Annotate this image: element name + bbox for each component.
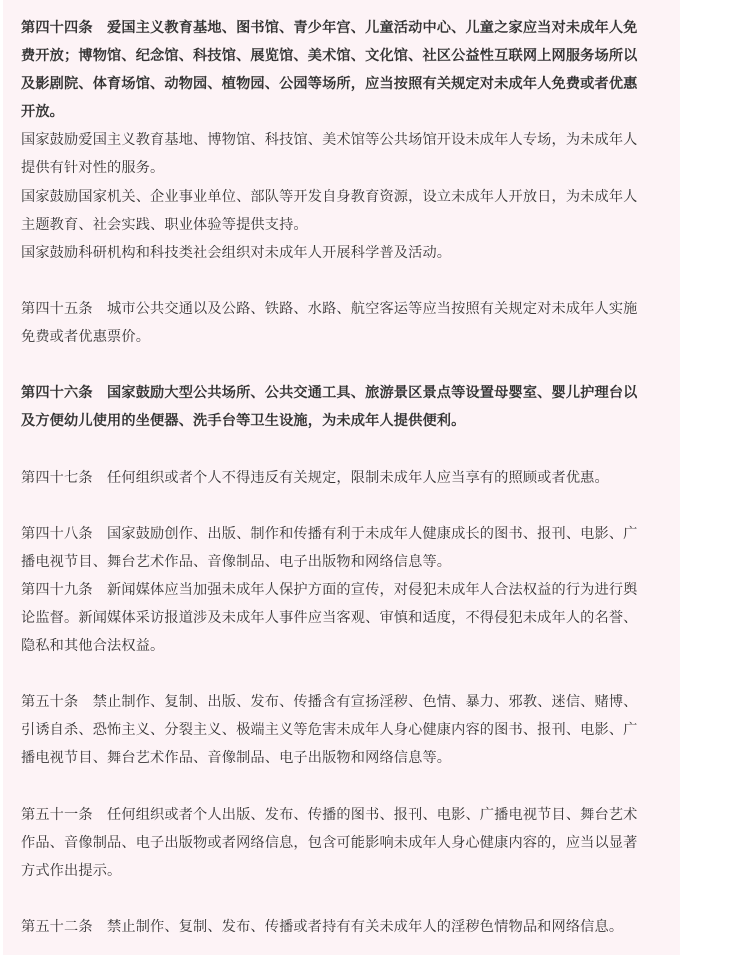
bold-text-line: 及方便幼儿使用的坐便器、洗手台等卫生设施，为未成年人提供便利。	[21, 413, 466, 430]
text-line: 引诱自杀、恐怖主义、分裂主义、极端主义等危害未成年人身心健康内容的图书、报刊、电影、广	[21, 722, 638, 739]
bold-text-line: 第四十六条 国家鼓励大型公共场所、公共交通工具、旅游景区景点等设置母婴室、婴儿护理台以	[21, 385, 638, 402]
bold-text-line: 费开放；博物馆、纪念馆、科技馆、展览馆、美术馆、文化馆、社区公益性互联网上网服务场所以	[21, 48, 638, 65]
bold-text-line: 开放。	[21, 104, 65, 121]
paragraph-gap	[21, 492, 664, 520]
text-line: 提供有针对性的服务。	[21, 160, 165, 177]
text-line: 第四十五条 城市公共交通以及公路、铁路、水路、航空客运等应当按照有关规定对未成年人实施	[21, 300, 638, 317]
bold-text-line: 第四十四条 爱国主义教育基地、图书馆、青少年宫、儿童活动中心、儿童之家应当对未成年人免	[21, 20, 638, 36]
bold-text-line: 及影剧院、体育场馆、动物园、植物园、公园等场所，应当按照有关规定对未成年人免费或者优惠	[21, 76, 638, 93]
text-line: 第四十九条 新闻媒体应当加强未成年人保护方面的宣传，对侵犯未成年人合法权益的行为进行舆	[21, 581, 638, 598]
text-line: 国家鼓励科研机构和科技类社会组织对未成年人开展科学普及活动。	[21, 244, 452, 261]
paragraph-gap	[21, 773, 664, 801]
text-line: 第四十七条 任何组织或者个人不得违反有关规定，限制未成年人应当享有的照顾或者优惠。	[21, 469, 609, 486]
text-line: 第四十八条 国家鼓励创作、出版、制作和传播有利于未成年人健康成长的图书、报刊、电影、广	[21, 525, 638, 542]
paragraph-gap	[21, 885, 664, 913]
text-line: 国家鼓励国家机关、企业事业单位、部队等开发自身教育资源，设立未成年人开放日，为未成年人	[21, 188, 638, 205]
law-text	[21, 14, 664, 941]
text-line: 播电视节目、舞台艺术作品、音像制品、电子出版物和网络信息等。	[21, 750, 452, 767]
text-line: 播电视节目、舞台艺术作品、音像制品、电子出版物和网络信息等。	[21, 553, 452, 570]
text-line: 国家鼓励爱国主义教育基地、博物馆、科技馆、美术馆等公共场馆开设未成年人专场，为未成年人	[21, 132, 638, 149]
text-line: 论监督。新闻媒体采访报道涉及未成年人事件应当客观、审慎和适度，不得侵犯未成年人的名誉、	[21, 609, 638, 626]
text-line: 方式作出提示。	[21, 862, 122, 879]
text-line: 作品、音像制品、电子出版物或者网络信息，包含可能影响未成年人身心健康内容的，应当以显著	[21, 834, 638, 851]
text-line: 主题教育、社会实践、职业体验等提供支持。	[21, 216, 308, 233]
text-line: 隐私和其他合法权益。	[21, 638, 165, 655]
article-panel	[3, 0, 680, 955]
paragraph-gap	[21, 267, 664, 295]
paragraph-gap	[21, 660, 664, 688]
text-line: 第五十二条 禁止制作、复制、发布、传播或者持有有关未成年人的淫秽色情物品和网络信息。	[21, 919, 624, 935]
paragraph-gap	[21, 435, 664, 463]
text-line: 第五十一条 任何组织或者个人出版、发布、传播的图书、报刊、电影、广播电视节目、舞台艺术	[21, 806, 638, 823]
text-line: 第五十条 禁止制作、复制、出版、发布、传播含有宣扬淫秽、色情、暴力、邪教、迷信、赌博、	[21, 694, 638, 711]
paragraph-gap	[21, 351, 664, 379]
text-line: 免费或者优惠票价。	[21, 329, 151, 346]
